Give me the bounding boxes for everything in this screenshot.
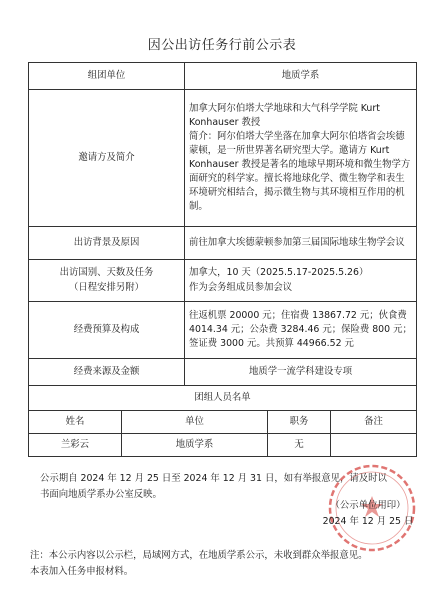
background-label: 出访背景及原因: [29, 227, 185, 260]
funding-value: 地质学一流学科建设专项: [185, 359, 417, 386]
table-row: [29, 434, 417, 457]
country-label: [29, 260, 185, 302]
signature-block: [318, 498, 418, 530]
member-unit: 地质学系: [122, 434, 268, 457]
statement-line2: 书面向地质学系办公室反映。: [40, 489, 162, 501]
inviter-label: 邀请方及简介: [29, 90, 185, 227]
members-header-name: 姓名: [29, 411, 122, 434]
inviter-value: [185, 90, 417, 227]
country-label-line1: 出访国别、天数及任务: [59, 267, 154, 279]
inviter-name: 加拿大阿尔伯塔大学地球和大气科学学院 Kurt Konhauser 教授: [189, 102, 380, 128]
org-value: 地质学系: [185, 63, 417, 90]
member-remark: [331, 434, 417, 457]
sign-org: （公示单位用印）: [330, 500, 406, 511]
member-name: 兰彩云: [29, 434, 122, 457]
members-header-position: 职务: [268, 411, 331, 434]
budget-value: 往返机票 20000 元；住宿费 13867.72 元；伙食费 4014.34 元；公杂费 3284.46 元；保险费 800 元；签证费 3000 元。共预算 44966.52 元: [185, 302, 417, 359]
org-label: 组团单位: [29, 63, 185, 90]
country-value-line2: 作为会务组成员参加会议: [189, 281, 293, 293]
document-title: 因公出访任务行前公示表: [147, 38, 297, 53]
members-header-unit: 单位: [122, 411, 268, 434]
inviter-intro: 简介：阿尔伯塔大学坐落在加拿大阿尔伯塔省会埃德蒙顿，是一所世界著名研究型大学。邀请方 Kurt Konhauser 教授是著名的地球早期环境和微生物学方面研究的科学家。擅长将地球化学、微生物学和表生环境研究相结合，揭示微生物与其环境相互作用的机制。: [189, 130, 411, 213]
footnote-line1: 注：本公示内容以公示栏，局域网方式，在地质学系公示，未收到群众举报意见。: [30, 550, 368, 561]
member-position: 无: [268, 434, 331, 457]
country-label-line2: （日程安排另附）: [69, 281, 145, 293]
members-title: 团组人员名单: [29, 386, 417, 411]
background-value: 前往加拿大埃德蒙顿参加第三届国际地球生物学会议: [185, 227, 417, 260]
members-header-remark: 备注: [331, 411, 417, 434]
sign-date: 2024 年 12 月 25 日: [322, 515, 414, 527]
publicity-table: [28, 62, 417, 457]
statement-line1: 公示期自 2024 年 12 月 25 日至 2024 年 12 月 31 日，如有举报意见，请及时以: [40, 473, 387, 484]
footnote: [30, 548, 430, 581]
budget-label: 经费预算及构成: [29, 302, 185, 359]
country-value: [185, 260, 417, 302]
country-value-line1: 加拿大，10 天（2025.5.17-2025.5.26）: [189, 267, 369, 279]
funding-label: 经费来源及金额: [29, 359, 185, 386]
footnote-line2: 本表加入任务申报材料。: [30, 566, 134, 578]
